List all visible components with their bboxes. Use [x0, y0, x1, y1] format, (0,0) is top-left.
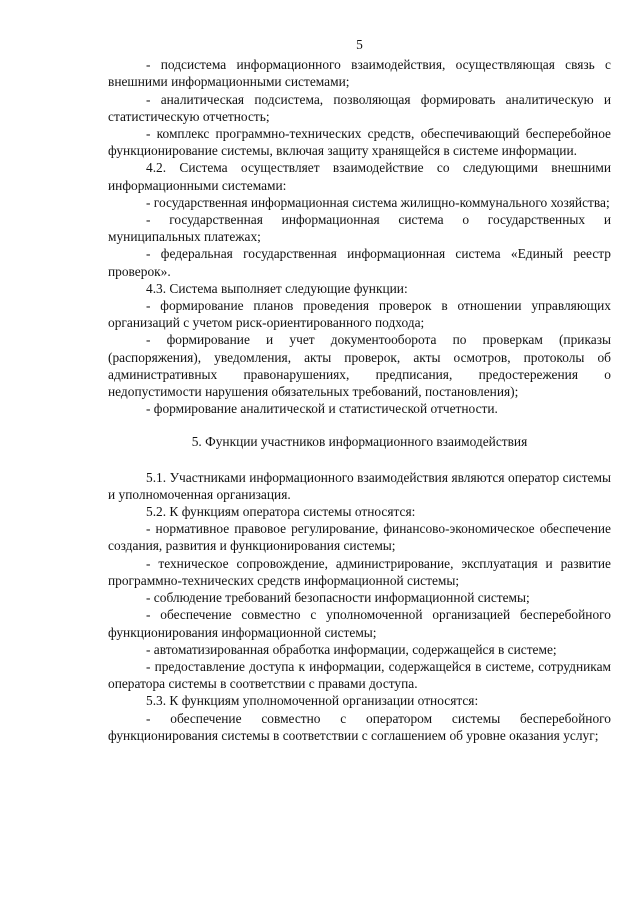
- paragraph: - аналитическая подсистема, позволяющая формировать аналитическую и статистическую отчетность;: [108, 91, 611, 124]
- paragraph: - обеспечение совместно с оператором системы бесперебойного функционирования системы в соответствии с соглашением об уровне оказания услуг;: [108, 710, 611, 743]
- paragraph: - формирование планов проведения проверок в отношении управляющих организаций с учетом риск-ориентированного подхода;: [108, 298, 611, 331]
- paragraph: - формирование аналитической и статистической отчетности.: [146, 401, 498, 417]
- paragraph: - техническое сопровождение, администрирование, эксплуатация и развитие программно-технических средств информационной системы;: [108, 555, 611, 588]
- paragraph: 4.2. Система осуществляет взаимодействие со следующими внешними информационными системами:: [108, 160, 611, 193]
- paragraph: - формирование и учет документооборота по проверкам (приказы (распоряжения), уведомления, акты проверок, акты осмотров, протоколы об административных правонарушениях, предписания, предостережения о недопустимости нарушения обязательных требований, постановления);: [108, 332, 611, 400]
- paragraph: - обеспечение совместно с уполномоченной организацией бесперебойного функционирования информационной системы;: [108, 607, 611, 640]
- paragraph: - комплекс программно-технических средств, обеспечивающий бесперебойное функционирование системы, включая защиту хранящейся в системе информации.: [108, 126, 611, 159]
- paragraph: - предоставление доступа к информации, содержащейся в системе, сотрудникам оператора системы в соответствии с правами доступа.: [108, 658, 611, 692]
- section-title: 5. Функции участников информационного взаимодействия: [191, 434, 528, 450]
- document-page: [108, 36, 611, 744]
- paragraph: 5.2. К функциям оператора системы относятся:: [146, 504, 416, 520]
- paragraph: 5.3. К функциям уполномоченной организации относятся:: [146, 693, 479, 709]
- paragraph: - соблюдение требований безопасности информационной системы;: [146, 590, 530, 606]
- paragraph: 4.3. Система выполняет следующие функции:: [146, 280, 408, 296]
- paragraph: - государственная информационная система жилищно-коммунального хозяйства;: [146, 194, 610, 210]
- paragraph: - подсистема информационного взаимодействия, осуществляющая связь с внешними информационными системами;: [108, 57, 611, 90]
- paragraph: 5.1. Участниками информационного взаимодействия являются оператор системы и уполномоченная организация.: [108, 469, 611, 502]
- paragraph: - государственная информационная система о государственных и муниципальных платежах;: [108, 212, 611, 245]
- page-number: 5: [356, 37, 363, 52]
- paragraph: - федеральная государственная информационная система «Единый реестр проверок».: [108, 246, 611, 279]
- paragraph: - нормативное правовое регулирование, финансово-экономическое обеспечение создания, развития и функционирования системы;: [108, 521, 611, 554]
- paragraph: - автоматизированная обработка информации, содержащейся в системе;: [146, 641, 557, 657]
